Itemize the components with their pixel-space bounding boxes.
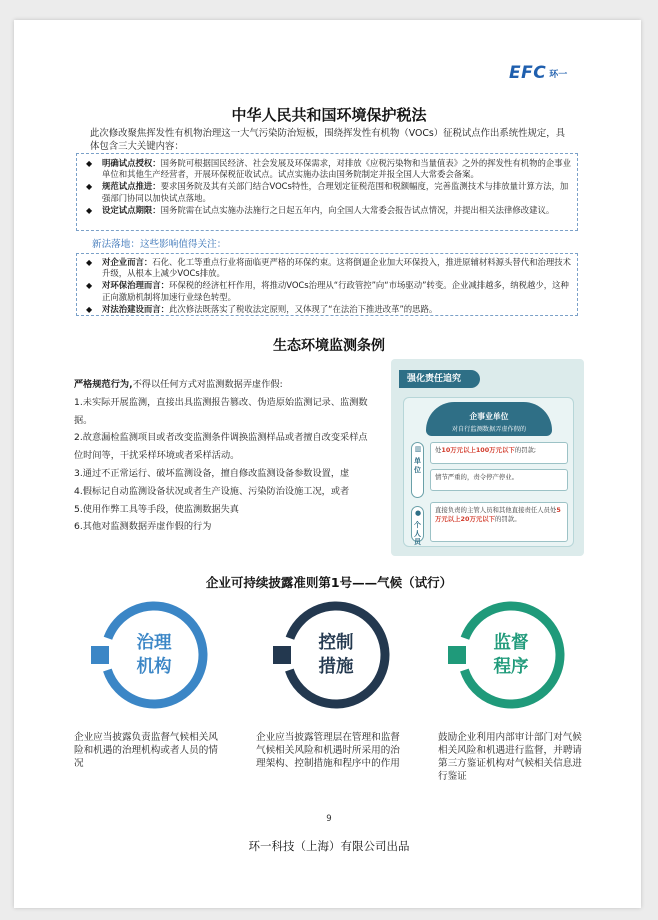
list-item: ◆ 设定试点期限：国务院需在试点实施办法施行之日起五年内，向全国人大常委会报告试点情况，并提出相关法律修改建议。 xyxy=(86,204,555,215)
list-item: ◆ 规范试点推进：要求国务院及其有关部门结合VOCs特性，合理划定征税范围和税额幅度，完善监测技术与排放量计算方法，加强部门协同以加快试点落地。 xyxy=(86,181,569,203)
section2-title: 生态环境监测条例 xyxy=(273,338,385,354)
building-icon: ▥ xyxy=(414,445,422,453)
list-item: ◆ 对企业而言：石化、化工等重点行业将面临更严格的环保约束。这将倒逼企业加大环保投入，推进原辅材料源头替代和治理技术升级，从根本上减少VOCs排放。 xyxy=(86,257,571,279)
arch-subtitle: 对自行监测数据弄虚作假的 xyxy=(451,426,527,433)
logo-sub: 环一 xyxy=(549,69,568,80)
ring-description: 企业应当披露管理层在管理和监督气候相关风险和机遇时所采用的治理架构、控制措施和程序中的作用 xyxy=(256,732,400,769)
list-item: ◆ 对环保治理而言：环保税的经济杠杆作用，将推动VOCs治理从“行政管控”向“市场驱动”转变。企业减排越多，纳税越少，这种正向激励机制将加速行业绿色转型。 xyxy=(86,280,569,302)
ring-description: 鼓励企业利用内部审计部门对气候相关风险和机遇进行监督，并聘请第三方鉴证机构对气候相关信息进行鉴证 xyxy=(438,732,582,782)
infographic-card xyxy=(403,397,574,547)
list-item: 3.通过不正常运行、破坏监测设备，擅自修改监测设备参数设置，虚 xyxy=(74,467,350,479)
list-item: ◆ 对法治建设而言：此次修法既落实了税收法定原则，又体现了“在法治下推进改革”的思路。 xyxy=(86,303,438,314)
list-item: 6.其他对监测数据弄虚作假的行为 xyxy=(74,521,212,533)
suspension-item: 情节严重的，责令停产停业。 xyxy=(430,469,568,491)
ring-description: 企业应当披露负责监督气候相关风险和机遇的治理机构或者人员的情况 xyxy=(74,732,218,769)
ring-governance xyxy=(100,601,208,709)
list-item: ◆ 明确试点授权：国务院可根据国民经济、社会发展及环保需求，对排放《应税污染物和当量值表》之外的挥发性有机物的企事业单位和其他生产经营者，开展环保税征收试点。试点实施办法由国务院制定并报全国人大常委会备案。 xyxy=(86,158,571,180)
section3-title: 企业可持续披露准则第1号——气候（试行） xyxy=(205,575,453,590)
diamond-bullet-icon: ◆ xyxy=(86,281,93,291)
diamond-bullet-icon: ◆ xyxy=(86,304,93,314)
logo-brand: EFC xyxy=(509,63,547,83)
key-points-box xyxy=(76,153,578,231)
infographic-banner: 强化责任追究 xyxy=(399,370,480,388)
list-item: 5.使用作弊工具等手段，使监测数据失真 xyxy=(74,503,239,515)
violation-list xyxy=(74,376,374,536)
liability-infographic xyxy=(391,359,584,556)
infographic-arch xyxy=(426,402,552,436)
diamond-bullet-icon: ◆ xyxy=(86,205,93,215)
person-icon: ● xyxy=(414,509,422,517)
efc-logo xyxy=(509,63,567,83)
ring-supervision xyxy=(457,601,565,709)
diamond-bullet-icon: ◆ xyxy=(86,182,93,192)
ring-label: 控制 措施 xyxy=(318,633,354,677)
page-number: 9 xyxy=(326,814,332,824)
person-tag: ● 个人员 xyxy=(411,506,424,542)
list-item: 1.未实际开展监测，直接出具监测报告篡改、伪造原始监测记录、监测数据。 xyxy=(74,396,368,426)
unit-tag: ▥ 单位 xyxy=(411,442,424,498)
arch-title: 企事业单位 xyxy=(469,412,509,421)
list-item: 2.故意漏检监测项目或者改变监测条件调换监测样品或者擅自改变采样点位时间等，干扰采样环境或者采样活动。 xyxy=(74,432,368,462)
list-heading: 严格规范行为,不得以任何方式对监测数据弄虚作假: xyxy=(74,379,283,390)
ring-label: 监督 程序 xyxy=(493,633,529,677)
impacts-box xyxy=(76,253,578,316)
diamond-bullet-icon: ◆ xyxy=(86,258,93,267)
diamond-bullet-icon: ◆ xyxy=(86,159,93,168)
list-item: 4.假标记自动监测设备状况或者生产设施、污染防治设施工况，或者 xyxy=(74,485,350,497)
ring-label: 治理 机构 xyxy=(136,633,172,677)
footer-credit: 环一科技（上海）有限公司出品 xyxy=(248,839,410,853)
section1-title: 中华人民共和国环境保护税法 xyxy=(231,106,427,124)
fine-item: 处10万元以上100万元以下的罚款; xyxy=(430,442,568,464)
personal-fine-item: 直接负责的主管人员和其他直接责任人员处5万元以上20万元以下的罚款。 xyxy=(430,502,568,542)
ring-controls xyxy=(282,601,390,709)
section1-intro: 此次修改聚焦挥发性有机物治理这一大气污染防治短板，围绕挥发性有机物（VOCs）征税试点作出系统性规定，具体包含三大关键内容： xyxy=(90,128,566,152)
notice-heading: 新法落地：这些影响值得关注： xyxy=(92,239,227,250)
